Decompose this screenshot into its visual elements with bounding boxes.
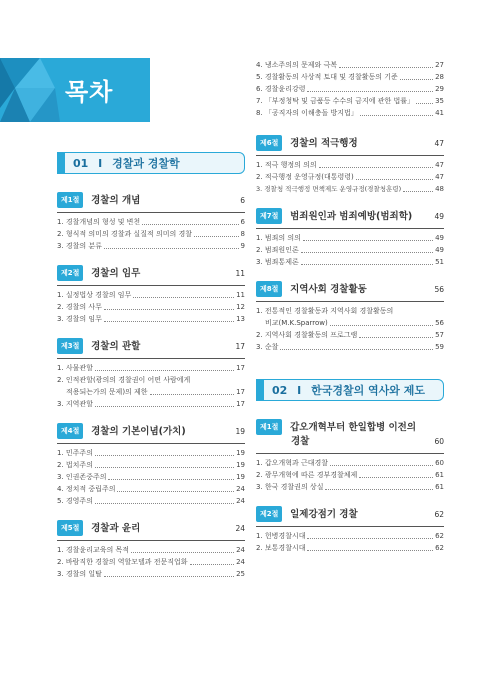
chapter-5 (57, 520, 245, 580)
item-text: 2. 바람직한 경찰의 역할모델과 전문직업화 (57, 558, 188, 566)
item-page: 59 (435, 343, 444, 351)
item-text: 1. 민주주의 (57, 449, 93, 457)
chapter-1 (57, 192, 245, 252)
item-page: 27 (435, 61, 444, 69)
item-text-continued: 비교(M.K.Sparrow) (265, 319, 328, 327)
item-text: 2. 광무개혁에 따른 경부경찰체제 (256, 471, 358, 479)
chapter-title: 경찰의 임무 (91, 268, 141, 279)
chapter-heading[interactable] (256, 281, 444, 302)
part-header-2[interactable] (256, 379, 444, 401)
chapter-7 (256, 208, 444, 268)
toc-item[interactable] (256, 256, 444, 268)
item-text: 2. 범죄원인론 (256, 246, 299, 254)
item-page: 48 (435, 185, 444, 193)
item-text: 1. 적극 행정의 의의 (256, 161, 317, 169)
item-page: 61 (435, 471, 444, 479)
toc-item[interactable] (256, 232, 444, 244)
toc-item[interactable] (256, 341, 444, 353)
toc-item[interactable] (57, 483, 245, 495)
item-page: 47 (435, 173, 444, 181)
item-text: 2. 인적관할(광의의 경찰권이 어떤 사람에게 (57, 376, 191, 384)
item-text: 1. 갑오개혁과 근대경찰 (256, 459, 328, 467)
item-text: 5. 경찰활동의 사상적 토대 및 경찰활동의 기준 (256, 73, 398, 81)
chapter-title: 경찰의 개념 (91, 195, 141, 206)
item-text: 2. 지역사회 경찰활동의 프로그램 (256, 331, 358, 339)
chapter-title: 경찰의 기본이념(가치) (91, 426, 186, 437)
toc-item[interactable] (57, 301, 245, 313)
item-text: 1. 경찰개념의 형성 및 변천 (57, 218, 141, 226)
item-page: 62 (435, 544, 444, 552)
chapter-page: 56 (434, 285, 444, 294)
item-page: 17 (236, 388, 245, 396)
chapter-title: 일제강점기 경찰 (290, 509, 358, 520)
chapter-page: 19 (235, 427, 245, 436)
chapter-heading[interactable] (256, 135, 444, 156)
chapter-heading[interactable] (57, 520, 245, 541)
item-page: 25 (236, 570, 245, 578)
toc-item[interactable] (256, 83, 444, 95)
toc-item[interactable] (57, 544, 245, 556)
item-page: 11 (236, 291, 245, 299)
item-text: 2. 경찰의 사무 (57, 303, 102, 311)
item-text: 1. 실정법상 경찰의 임무 (57, 291, 132, 299)
part-separator: I (98, 157, 103, 170)
toc-item[interactable] (57, 362, 245, 374)
item-text: 2. 보통경찰시대 (256, 544, 306, 552)
chapter-2 (57, 265, 245, 325)
chapter-title: 경찰의 적극행정 (290, 138, 358, 149)
chapter-4 (57, 423, 245, 507)
item-text: 2. 형식적 의미의 경찰과 실질적 의미의 경찰 (57, 230, 192, 238)
toc-item-multiline[interactable] (57, 374, 245, 398)
toc-item[interactable] (256, 71, 444, 83)
toc-item[interactable] (256, 107, 444, 119)
part-title: 경찰과 경찰학 (112, 157, 180, 170)
item-text: 1. 헌병경찰시대 (256, 532, 306, 540)
chapter-label: 제8절 (256, 281, 282, 297)
chapter-heading[interactable] (57, 265, 245, 286)
toc-item[interactable] (256, 457, 444, 469)
toc-item[interactable] (57, 556, 245, 568)
item-text: 1. 사물관할 (57, 364, 93, 372)
chapter-5-continued (256, 56, 444, 119)
item-text: 8. 「공직자의 이해충돌 방지법」 (256, 109, 358, 117)
left-column (57, 152, 245, 593)
toc-item[interactable] (57, 398, 245, 410)
chapter-page: 62 (434, 510, 444, 519)
item-page: 61 (435, 483, 444, 491)
item-page: 17 (236, 400, 245, 408)
chapter-label: 제1절 (57, 192, 83, 208)
chapter-page: 11 (235, 269, 245, 278)
item-text: 7. 「부정청탁 및 금품등 수수의 금지에 관한 법률」 (256, 97, 414, 105)
item-text-continued: 적용되는가의 문제)의 제한 (66, 388, 148, 396)
part-separator: I (297, 384, 302, 397)
item-text: 1. 경찰윤리교육의 목적 (57, 546, 129, 554)
item-page: 60 (435, 459, 444, 467)
chapter-title: 갑오개혁부터 한일합병 이전의 (290, 422, 417, 433)
item-page: 6 (240, 218, 245, 226)
chapter-label: 제2절 (57, 265, 83, 281)
chapter-title: 범죄원인과 범죄예방(범죄학) (290, 211, 413, 222)
item-text: 3. 경찰청 적극행정 면책제도 운영규정(경찰청훈령) (256, 185, 402, 193)
chapter-heading[interactable] (256, 419, 444, 454)
toc-title: 목차 (65, 78, 114, 106)
toc-item[interactable] (57, 495, 245, 507)
item-text: 4. 냉소주의의 문제와 극복 (256, 61, 337, 69)
item-page: 24 (236, 485, 245, 493)
chapter-label: 제4절 (57, 423, 83, 439)
item-text: 2. 법치주의 (57, 461, 93, 469)
chapter-8 (256, 281, 444, 353)
chapter-title: 지역사회 경찰활동 (290, 284, 367, 295)
item-text: 2. 적극행정 운영규정(대통령령) (256, 173, 354, 181)
item-page: 49 (435, 234, 444, 242)
chapter-page: 47 (434, 139, 444, 148)
chapter-label: 제7절 (256, 208, 282, 224)
toc-item[interactable] (57, 216, 245, 228)
toc-item[interactable] (57, 313, 245, 325)
item-page: 24 (236, 546, 245, 554)
part2-chapter-1 (256, 419, 444, 493)
chapter-label: 제3절 (57, 338, 83, 354)
item-page: 41 (435, 109, 444, 117)
chapter-heading[interactable] (57, 338, 245, 359)
item-text: 1. 전통적인 경찰활동과 지역사회 경찰활동의 (256, 307, 394, 315)
toc-item[interactable] (256, 542, 444, 554)
item-page: 24 (236, 497, 245, 505)
toc-item[interactable] (256, 183, 444, 195)
chapter-page: 49 (434, 212, 444, 221)
item-text: 3. 순찰 (256, 343, 279, 351)
chapter-label: 제5절 (57, 520, 83, 536)
toc-item[interactable] (256, 329, 444, 341)
toc-item[interactable] (57, 228, 245, 240)
toc-item[interactable] (256, 530, 444, 542)
chapter-heading[interactable] (57, 423, 245, 444)
toc-banner (0, 58, 155, 122)
toc-item-multiline[interactable] (256, 305, 444, 329)
toc-item[interactable] (256, 244, 444, 256)
chapter-label: 제6절 (256, 135, 282, 151)
part2-chapter-2 (256, 506, 444, 554)
part-title: 한국경찰의 역사와 제도 (311, 384, 426, 397)
item-page: 51 (435, 258, 444, 266)
part-header-1[interactable] (57, 152, 245, 174)
toc-item[interactable] (256, 481, 444, 493)
item-text: 3. 지역관할 (57, 400, 93, 408)
toc-item[interactable] (57, 459, 245, 471)
chapter-title-continued: 경찰 (291, 436, 310, 447)
item-text: 3. 한국 경찰권의 상실 (256, 483, 324, 491)
item-page: 24 (236, 558, 245, 566)
toc-item[interactable] (256, 95, 444, 107)
toc-item[interactable] (256, 171, 444, 183)
item-text: 3. 인권존중주의 (57, 473, 107, 481)
chapter-title: 경찰의 관할 (91, 341, 141, 352)
item-page: 35 (435, 97, 444, 105)
item-text: 3. 경찰의 분류 (57, 242, 102, 250)
item-text: 5. 경영주의 (57, 497, 93, 505)
item-text: 3. 범죄통제론 (256, 258, 299, 266)
item-text: 3. 경찰의 임무 (57, 315, 102, 323)
item-text: 3. 경찰의 일탈 (57, 570, 102, 578)
item-page: 9 (240, 242, 245, 250)
chapter-page: 6 (240, 196, 245, 205)
toc-item[interactable] (256, 59, 444, 71)
toc-item[interactable] (57, 471, 245, 483)
item-page: 12 (236, 303, 245, 311)
item-page: 28 (435, 73, 444, 81)
item-page: 19 (236, 473, 245, 481)
item-page: 17 (236, 364, 245, 372)
toc-item[interactable] (57, 447, 245, 459)
toc-item[interactable] (256, 469, 444, 481)
item-page: 56 (435, 319, 444, 327)
item-page: 47 (435, 161, 444, 169)
chapter-heading[interactable] (57, 192, 245, 213)
item-text: 1. 범죄의 의의 (256, 234, 301, 242)
chapter-label: 제1절 (256, 419, 282, 435)
chapter-3 (57, 338, 245, 410)
item-page: 8 (240, 230, 245, 238)
chapter-6 (256, 135, 444, 195)
chapter-label: 제2절 (256, 506, 282, 522)
item-text: 6. 경찰윤리강령 (256, 85, 306, 93)
toc-item[interactable] (57, 568, 245, 580)
toc-item[interactable] (57, 289, 245, 301)
toc-item[interactable] (57, 240, 245, 252)
chapter-page: 17 (235, 342, 245, 351)
toc-item[interactable] (256, 159, 444, 171)
part-number: 02 (272, 384, 288, 397)
part-number: 01 (73, 157, 89, 170)
item-page: 13 (236, 315, 245, 323)
item-page: 49 (435, 246, 444, 254)
item-page: 62 (435, 532, 444, 540)
chapter-title: 경찰과 윤리 (91, 523, 141, 534)
item-page: 57 (435, 331, 444, 339)
item-text: 4. 정치적 중립주의 (57, 485, 116, 493)
right-column (256, 56, 444, 567)
item-page: 29 (435, 85, 444, 93)
chapter-page: 60 (434, 437, 444, 446)
chapter-heading[interactable] (256, 506, 444, 527)
item-page: 19 (236, 461, 245, 469)
chapter-page: 24 (235, 524, 245, 533)
chapter-heading[interactable] (256, 208, 444, 229)
item-page: 19 (236, 449, 245, 457)
